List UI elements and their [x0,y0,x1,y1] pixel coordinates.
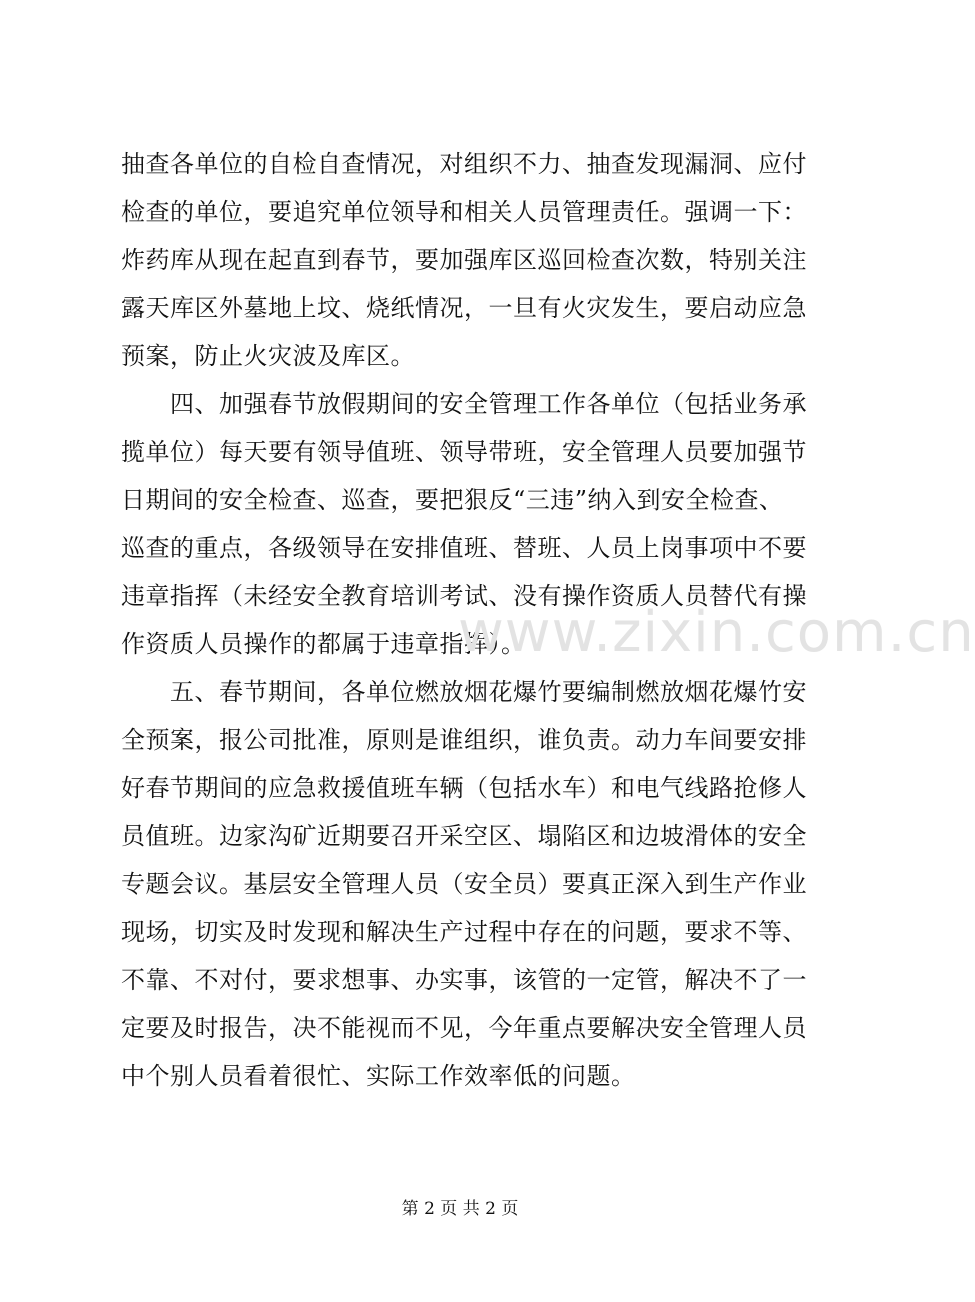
document-body [121,140,821,1100]
text-line: 中个别人员看着很忙、实际工作效率低的问题。 [121,1062,636,1090]
text-line: 四、加强春节放假期间的安全管理工作各单位（包括业务承 [121,390,807,418]
text-line: 作资质人员操作的都属于违章指挥）。 [121,630,526,658]
text-line: 揽单位）每天要有领导值班、领导带班，安全管理人员要加强节 [121,438,807,466]
text-line: 员值班。边家沟矿近期要召开采空区、塌陷区和边坡滑体的安全 [121,822,807,850]
text-line: 检查的单位，要追究单位领导和相关人员管理责任。强调一下： [121,198,807,226]
text-line: 定要及时报告，决不能视而不见，今年重点要解决安全管理人员 [121,1014,807,1042]
text-line: 露天库区外墓地上坟、烧纸情况，一旦有火灾发生，要启动应急 [121,294,807,322]
page-footer: 第 2 页 共 2 页 [401,1199,519,1219]
text-line: 专题会议。基层安全管理人员（安全员）要真正深入到生产作业 [121,870,807,898]
text-line: 炸药库从现在起直到春节，要加强库区巡回检查次数，特别关注 [121,246,807,274]
text-line: 好春节期间的应急救援值班车辆（包括水车）和电气线路抢修人 [121,774,807,802]
text-line: 五、春节期间，各单位燃放烟花爆竹要编制燃放烟花爆竹安 [121,678,807,706]
text-line: 不靠、不对付，要求想事、办实事，该管的一定管，解决不了一 [121,966,807,994]
text-line: 抽查各单位的自检自查情况，对组织不力、抽查发现漏洞、应付 [121,150,807,178]
text-line: 巡查的重点，各级领导在安排值班、替班、人员上岗事项中不要 [121,534,807,562]
text-line: 日期间的安全检查、巡查，要把狠反“三违”纳入到安全检查、 [121,486,784,514]
text-line: 预案，防止火灾波及库区。 [121,342,415,370]
watermark: www.zixin.com.cn [458,600,975,665]
text-line: 违章指挥（未经安全教育培训考试、没有操作资质人员替代有操 [121,582,807,610]
text-line: 现场，切实及时发现和解决生产过程中存在的问题，要求不等、 [121,918,807,946]
text-line: 全预案，报公司批准，原则是谁组织，谁负责。动力车间要安排 [121,726,807,754]
